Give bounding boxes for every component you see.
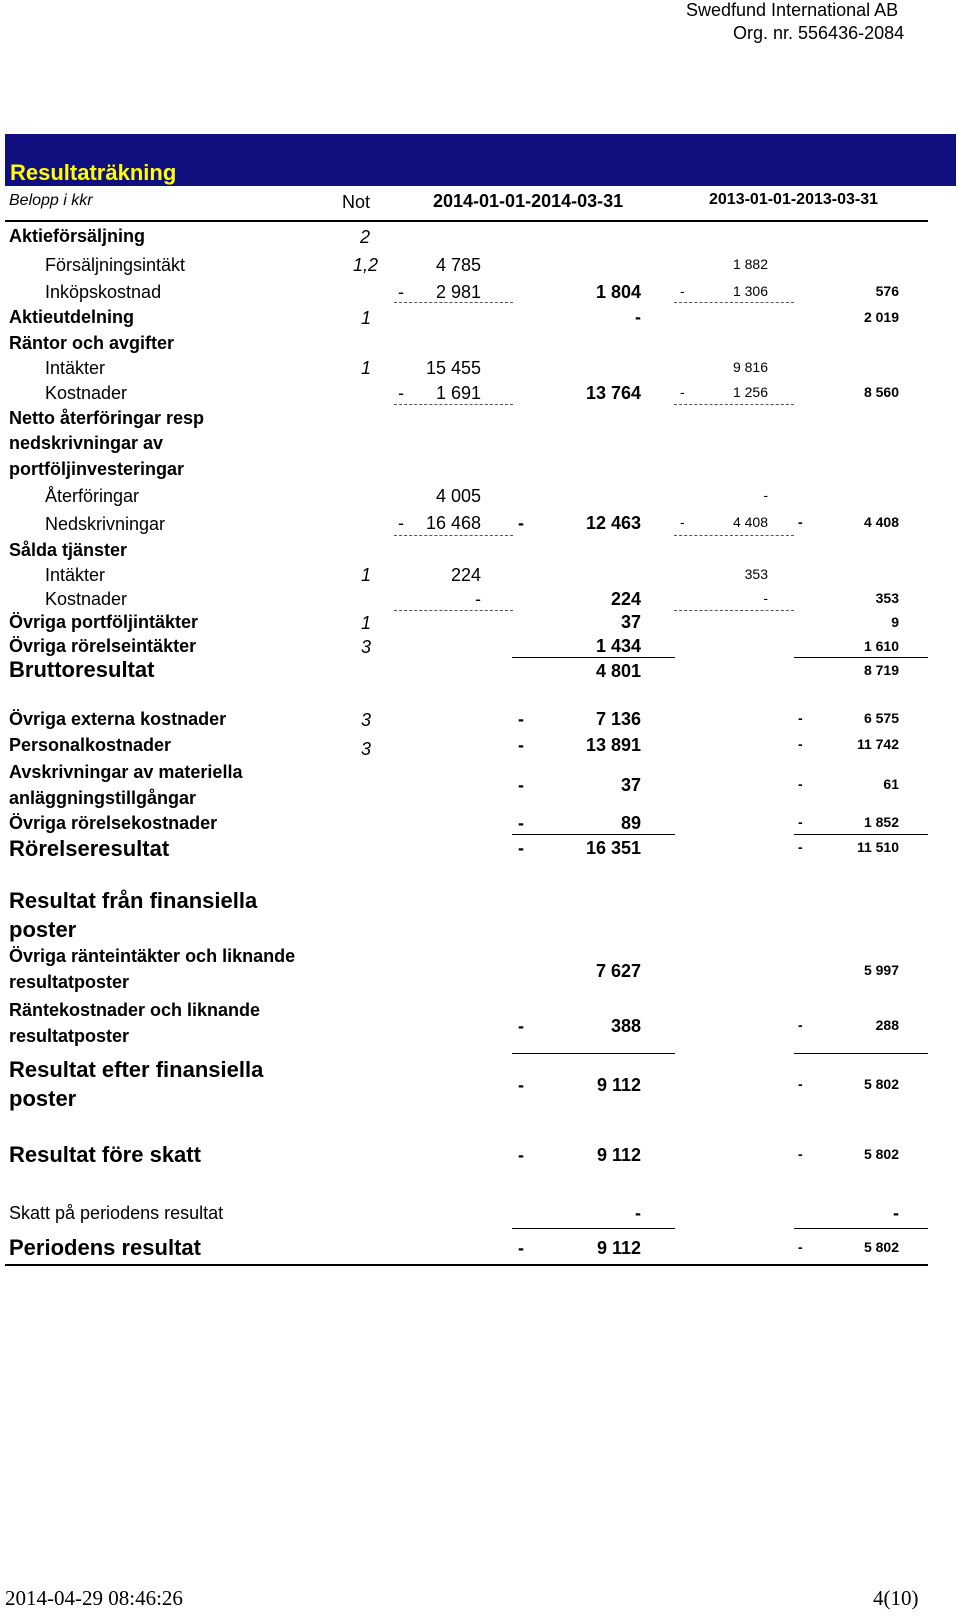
- current-value: 37: [620, 612, 641, 632]
- current-sub-value: 15 455: [425, 358, 481, 378]
- current-value: 89: [620, 813, 641, 833]
- row-label: Aktieutdelning: [9, 307, 134, 327]
- row-label: Resultat före skatt: [9, 1142, 201, 1167]
- total-rule: [512, 657, 675, 658]
- row-label: Personalkostnader: [9, 735, 172, 755]
- row-label: Inköpskostnad: [45, 282, 162, 302]
- prior-value: 5 802: [863, 1239, 899, 1255]
- row-label: Skatt på periodens resultat: [9, 1203, 224, 1223]
- current-value: 13 764: [585, 383, 641, 403]
- current-value: 16 351: [585, 838, 641, 858]
- row-label: Övriga ränteintäkter och liknande: [9, 946, 296, 966]
- prior-value: -: [893, 1203, 899, 1223]
- note-ref: 1: [361, 308, 372, 328]
- minus-sign: -: [518, 1016, 524, 1036]
- prior-value: 288: [875, 1017, 899, 1033]
- row-label: portföljinvesteringar: [9, 459, 185, 479]
- prior-sub-value: 4 408: [732, 514, 768, 530]
- minus-sign: -: [798, 814, 803, 830]
- row-label: Nedskrivningar: [45, 514, 166, 534]
- row-label: Intäkter: [45, 565, 106, 585]
- minus-sign: -: [798, 736, 803, 752]
- current-sub-value: 16 468: [425, 513, 481, 533]
- prior-sub-value: -: [763, 590, 768, 606]
- minus-sign: -: [518, 813, 524, 833]
- current-value: 1 804: [595, 282, 641, 302]
- total-rule: [512, 834, 675, 835]
- section-heading: poster: [9, 917, 77, 942]
- minus-sign: -: [680, 514, 685, 530]
- current-sub-value: -: [475, 589, 481, 609]
- total-rule: [794, 1053, 928, 1054]
- prior-period-header: 2013-01-01-2013-03-31: [709, 191, 879, 208]
- footer-page-number: 4(10): [873, 1586, 919, 1610]
- prior-value: 5 997: [863, 962, 899, 978]
- total-rule: [794, 1228, 928, 1229]
- note-column-header: Not: [342, 192, 371, 212]
- subtotal-rule: [394, 610, 513, 611]
- prior-value: 4 408: [863, 514, 899, 530]
- row-label: Avskrivningar av materiella: [9, 762, 243, 782]
- subtotal-rule: [674, 404, 794, 405]
- prior-value: 8 719: [863, 662, 899, 678]
- current-sub-value: 4 005: [435, 486, 481, 506]
- current-value: 13 891: [585, 735, 641, 755]
- prior-value: 11 742: [856, 736, 899, 752]
- total-rule: [794, 834, 928, 835]
- minus-sign: -: [798, 1076, 803, 1092]
- row-label: Kostnader: [45, 589, 128, 609]
- current-value: 388: [610, 1016, 641, 1036]
- minus-sign: -: [798, 1239, 803, 1255]
- note-ref: 2: [360, 227, 371, 247]
- prior-value: 5 802: [863, 1076, 899, 1092]
- row-label: resultatposter: [9, 1026, 130, 1046]
- minus-sign: -: [798, 514, 803, 530]
- note-ref: 1: [361, 358, 372, 378]
- prior-sub-value: -: [763, 487, 768, 503]
- minus-sign: -: [518, 1145, 524, 1165]
- minus-sign: -: [680, 384, 685, 400]
- total-rule: [794, 657, 928, 658]
- prior-sub-value: 1 256: [732, 384, 768, 400]
- current-value: 7 627: [595, 961, 641, 981]
- row-label: Kostnader: [45, 383, 128, 403]
- org-number: Org. nr. 556436-2084: [733, 23, 905, 43]
- row-label: resultatposter: [9, 972, 130, 992]
- prior-value: 8 560: [863, 384, 899, 400]
- current-value: 7 136: [595, 709, 641, 729]
- minus-sign: -: [518, 775, 524, 795]
- minus-sign: -: [398, 383, 404, 403]
- current-value: 9 112: [596, 1075, 641, 1095]
- footer-timestamp: 2014-04-29 08:46:26: [5, 1586, 183, 1610]
- current-value: -: [635, 307, 641, 327]
- minus-sign: -: [518, 709, 524, 729]
- minus-sign: -: [798, 710, 803, 726]
- note-ref: 1,2: [353, 255, 379, 275]
- page-title: Resultaträkning: [10, 160, 177, 185]
- current-sub-value: 224: [450, 565, 481, 585]
- subtotal-rule: [394, 302, 513, 303]
- current-value: -: [635, 1203, 641, 1223]
- current-sub-value: 2 981: [435, 282, 481, 302]
- row-label: Sålda tjänster: [9, 540, 128, 560]
- subtotal-rule: [674, 302, 794, 303]
- minus-sign: -: [518, 1238, 524, 1258]
- row-label: Övriga externa kostnader: [9, 709, 227, 729]
- total-rule: [512, 1053, 675, 1054]
- minus-sign: -: [680, 283, 685, 299]
- prior-value: 353: [875, 590, 899, 606]
- row-label: Resultat efter finansiella: [9, 1057, 264, 1082]
- prior-sub-value: 353: [744, 566, 768, 582]
- note-ref: 3: [361, 637, 372, 657]
- subtotal-rule: [394, 404, 513, 405]
- section-heading: Resultat från finansiella: [9, 888, 258, 913]
- row-label: Bruttoresultat: [9, 657, 155, 682]
- minus-sign: -: [518, 735, 524, 755]
- current-sub-value: 4 785: [435, 255, 481, 275]
- row-label: Övriga rörelsekostnader: [9, 813, 218, 833]
- prior-value: 61: [883, 776, 899, 792]
- note-ref: 3: [361, 710, 372, 730]
- current-value: 9 112: [596, 1238, 641, 1258]
- row-label: anläggningstillgångar: [9, 788, 197, 808]
- row-label: Återföringar: [45, 486, 140, 506]
- subtotal-rule: [674, 535, 794, 536]
- minus-sign: -: [398, 282, 404, 302]
- amount-unit-label: Belopp i kkr: [9, 192, 93, 209]
- current-value: 224: [610, 589, 641, 609]
- prior-value: 11 510: [856, 839, 899, 855]
- company-name: Swedfund International AB: [686, 0, 899, 20]
- minus-sign: -: [518, 513, 524, 533]
- minus-sign: -: [398, 513, 404, 533]
- row-label: Räntor och avgifter: [9, 333, 175, 353]
- final-rule: [5, 1264, 928, 1266]
- row-label: Netto återföringar resp: [9, 408, 205, 428]
- row-label: Intäkter: [45, 358, 106, 378]
- note-ref: 1: [361, 565, 372, 585]
- current-value: 9 112: [596, 1145, 641, 1165]
- prior-sub-value: 1 306: [732, 283, 768, 299]
- row-label: Periodens resultat: [9, 1235, 201, 1260]
- prior-value: 1 610: [863, 638, 899, 654]
- subtotal-rule: [394, 535, 513, 536]
- prior-value: 6 575: [863, 710, 899, 726]
- row-label: nedskrivningar av: [9, 433, 164, 453]
- header-rule: [5, 220, 928, 222]
- prior-value: 5 802: [863, 1146, 899, 1162]
- prior-value: 9: [891, 614, 899, 630]
- minus-sign: -: [798, 776, 803, 792]
- current-value: 4 801: [595, 661, 641, 681]
- minus-sign: -: [798, 1017, 803, 1033]
- current-value: 37: [620, 775, 641, 795]
- row-label: Övriga portföljintäkter: [9, 612, 199, 632]
- prior-sub-value: 9 816: [732, 359, 768, 375]
- row-label: poster: [9, 1086, 77, 1111]
- subtotal-rule: [674, 610, 794, 611]
- prior-sub-value: 1 882: [732, 256, 768, 272]
- total-rule: [512, 1228, 675, 1229]
- minus-sign: -: [798, 839, 803, 855]
- minus-sign: -: [518, 1075, 524, 1095]
- current-sub-value: 1 691: [435, 383, 481, 403]
- row-label: Räntekostnader och liknande: [9, 1000, 261, 1020]
- minus-sign: -: [798, 1146, 803, 1162]
- current-value: 12 463: [585, 513, 641, 533]
- row-label: Försäljningsintäkt: [45, 255, 186, 275]
- current-value: 1 434: [595, 636, 641, 656]
- row-label: Aktieförsäljning: [9, 226, 146, 246]
- note-ref: 1: [361, 613, 372, 633]
- prior-value: 2 019: [863, 309, 899, 325]
- current-period-header: 2014-01-01-2014-03-31: [433, 191, 624, 211]
- row-label: Övriga rörelseintäkter: [9, 636, 197, 656]
- note-ref: 3: [361, 739, 372, 759]
- minus-sign: -: [518, 838, 524, 858]
- row-label: Rörelseresultat: [9, 836, 170, 861]
- prior-value: 1 852: [863, 814, 899, 830]
- prior-value: 576: [875, 283, 899, 299]
